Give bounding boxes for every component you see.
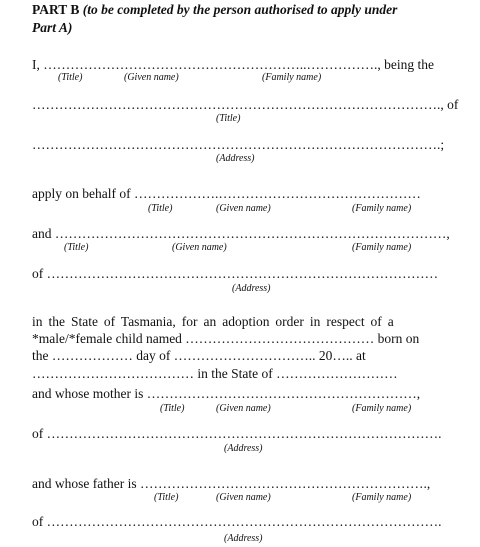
part-label: PART B xyxy=(32,2,80,17)
part-note-line1: (to be completed by the person authorised to apply under xyxy=(82,2,398,17)
behalf-of-line: apply on behalf of ……………….……………………………………… xyxy=(32,186,421,201)
mother-line: and whose mother is ……………………………………………………, xyxy=(32,386,421,401)
mother-address-line: of ……………………………………………………………………………. xyxy=(32,426,442,441)
father-family-name-label: (Family name) xyxy=(352,492,412,503)
birth-place-line: ……………………………… in the State of ……………………… xyxy=(32,366,398,381)
behalf-title-label: (Title) xyxy=(148,203,173,214)
father-address-label: (Address) xyxy=(224,533,263,544)
second-applicant-line: and ……………………………………………………………………………, xyxy=(32,226,450,241)
applicant-given-name-label: (Given name) xyxy=(124,72,179,83)
applicant-title-line: ………………………………………………………………………………., of xyxy=(32,97,459,112)
father-line: and whose father is ………………………………………………………., xyxy=(32,476,431,491)
father-given-name-label: (Given name) xyxy=(216,492,271,503)
second-address-label: (Address) xyxy=(232,283,271,294)
applicant-title-line-label: (Title) xyxy=(216,113,241,124)
birth-date-line: the ……………… day of ………………………….. 20….. at xyxy=(32,348,366,363)
applicant-address-label: (Address) xyxy=(216,153,255,164)
child-named-line: *male/*female child named …………………………………… born on xyxy=(32,331,420,346)
applicant-address-line: ……………………………………………………………………………….; xyxy=(32,137,445,152)
father-address-line: of ……………………………………………………………………………. xyxy=(32,514,442,529)
behalf-given-name-label: (Given name) xyxy=(216,203,271,214)
behalf-family-name-label: (Family name) xyxy=(352,203,412,214)
second-address-line: of …………………………………………………………………………… xyxy=(32,266,439,281)
second-family-name-label: (Family name) xyxy=(352,242,412,253)
father-title-label: (Title) xyxy=(154,492,179,503)
applicant-family-name-label: (Family name) xyxy=(262,72,322,83)
part-heading xyxy=(32,2,397,18)
mother-address-label: (Address) xyxy=(224,443,263,454)
second-given-name-label: (Given name) xyxy=(172,242,227,253)
mother-family-name-label: (Family name) xyxy=(352,403,412,414)
mother-title-label: (Title) xyxy=(160,403,185,414)
mother-given-name-label: (Given name) xyxy=(216,403,271,414)
applicant-name-line: I, …………………………………………………..……………., being the xyxy=(32,57,434,72)
applicant-title-label: (Title) xyxy=(58,72,83,83)
part-note-line2: Part A) xyxy=(32,20,73,35)
second-title-label: (Title) xyxy=(64,242,89,253)
state-statement-line: in the State of Tasmania, for an adoption order in respect of a xyxy=(32,314,394,329)
